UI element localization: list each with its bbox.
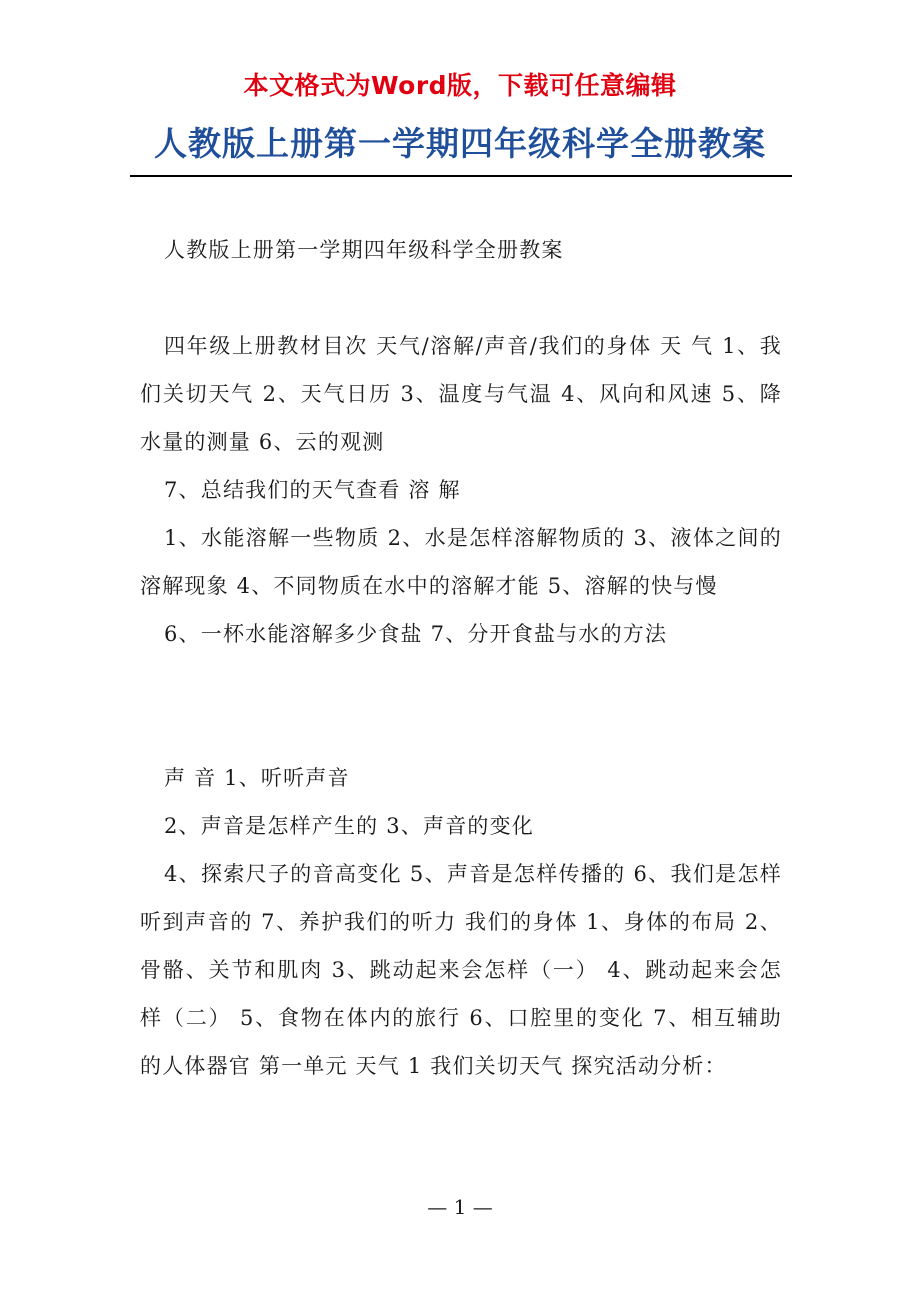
- title-divider: [130, 175, 792, 177]
- body-heading: 人教版上册第一学期四年级科学全册教案: [164, 238, 564, 262]
- document-body: [140, 226, 782, 1090]
- document-title: 人教版上册第一学期四年级科学全册教案: [154, 124, 766, 163]
- paragraph-toc-sound-body: 4、探索尺子的音高变化 5、声音是怎样传播的 6、我们是怎样听到声音的 7、养护我们的听力 我们的身体 1、身体的布局 2、骨骼、关节和肌肉 3、跳动起来会怎样（一） 4、跳动起来会怎样（二） 5、食物在体内的旅行 6、口腔里的变化 7、相互辅助的人体器官 第一单元 天气 1 我们关切天气 探究活动分析：: [140, 862, 782, 1078]
- paragraph-toc-sound: 2、声音是怎样产生的 3、声音的变化: [164, 814, 534, 838]
- paragraph-toc-dissolve-end: 6、一杯水能溶解多少食盐 7、分开食盐与水的方法: [164, 622, 668, 646]
- paragraph-toc-dissolve-heading: 7、总结我们的天气查看 溶 解: [164, 478, 461, 502]
- page-number: — 1 —: [427, 1195, 493, 1219]
- paragraph-toc-dissolve: 1、水能溶解一些物质 2、水是怎样溶解物质的 3、液体之间的溶解现象 4、不同物质在水中的溶解才能 5、溶解的快与慢: [140, 526, 782, 598]
- paragraph-toc-sound-heading: 声 音 1、听听声音: [164, 766, 350, 790]
- format-banner: 本文格式为Word版，下载可任意编辑: [243, 71, 677, 100]
- paragraph-toc-weather: 四年级上册教材目次 天气/溶解/声音/我们的身体 天 气 1、我们关切天气 2、天气日历 3、温度与气温 4、风向和风速 5、降水量的测量 6、云的观测: [140, 334, 782, 454]
